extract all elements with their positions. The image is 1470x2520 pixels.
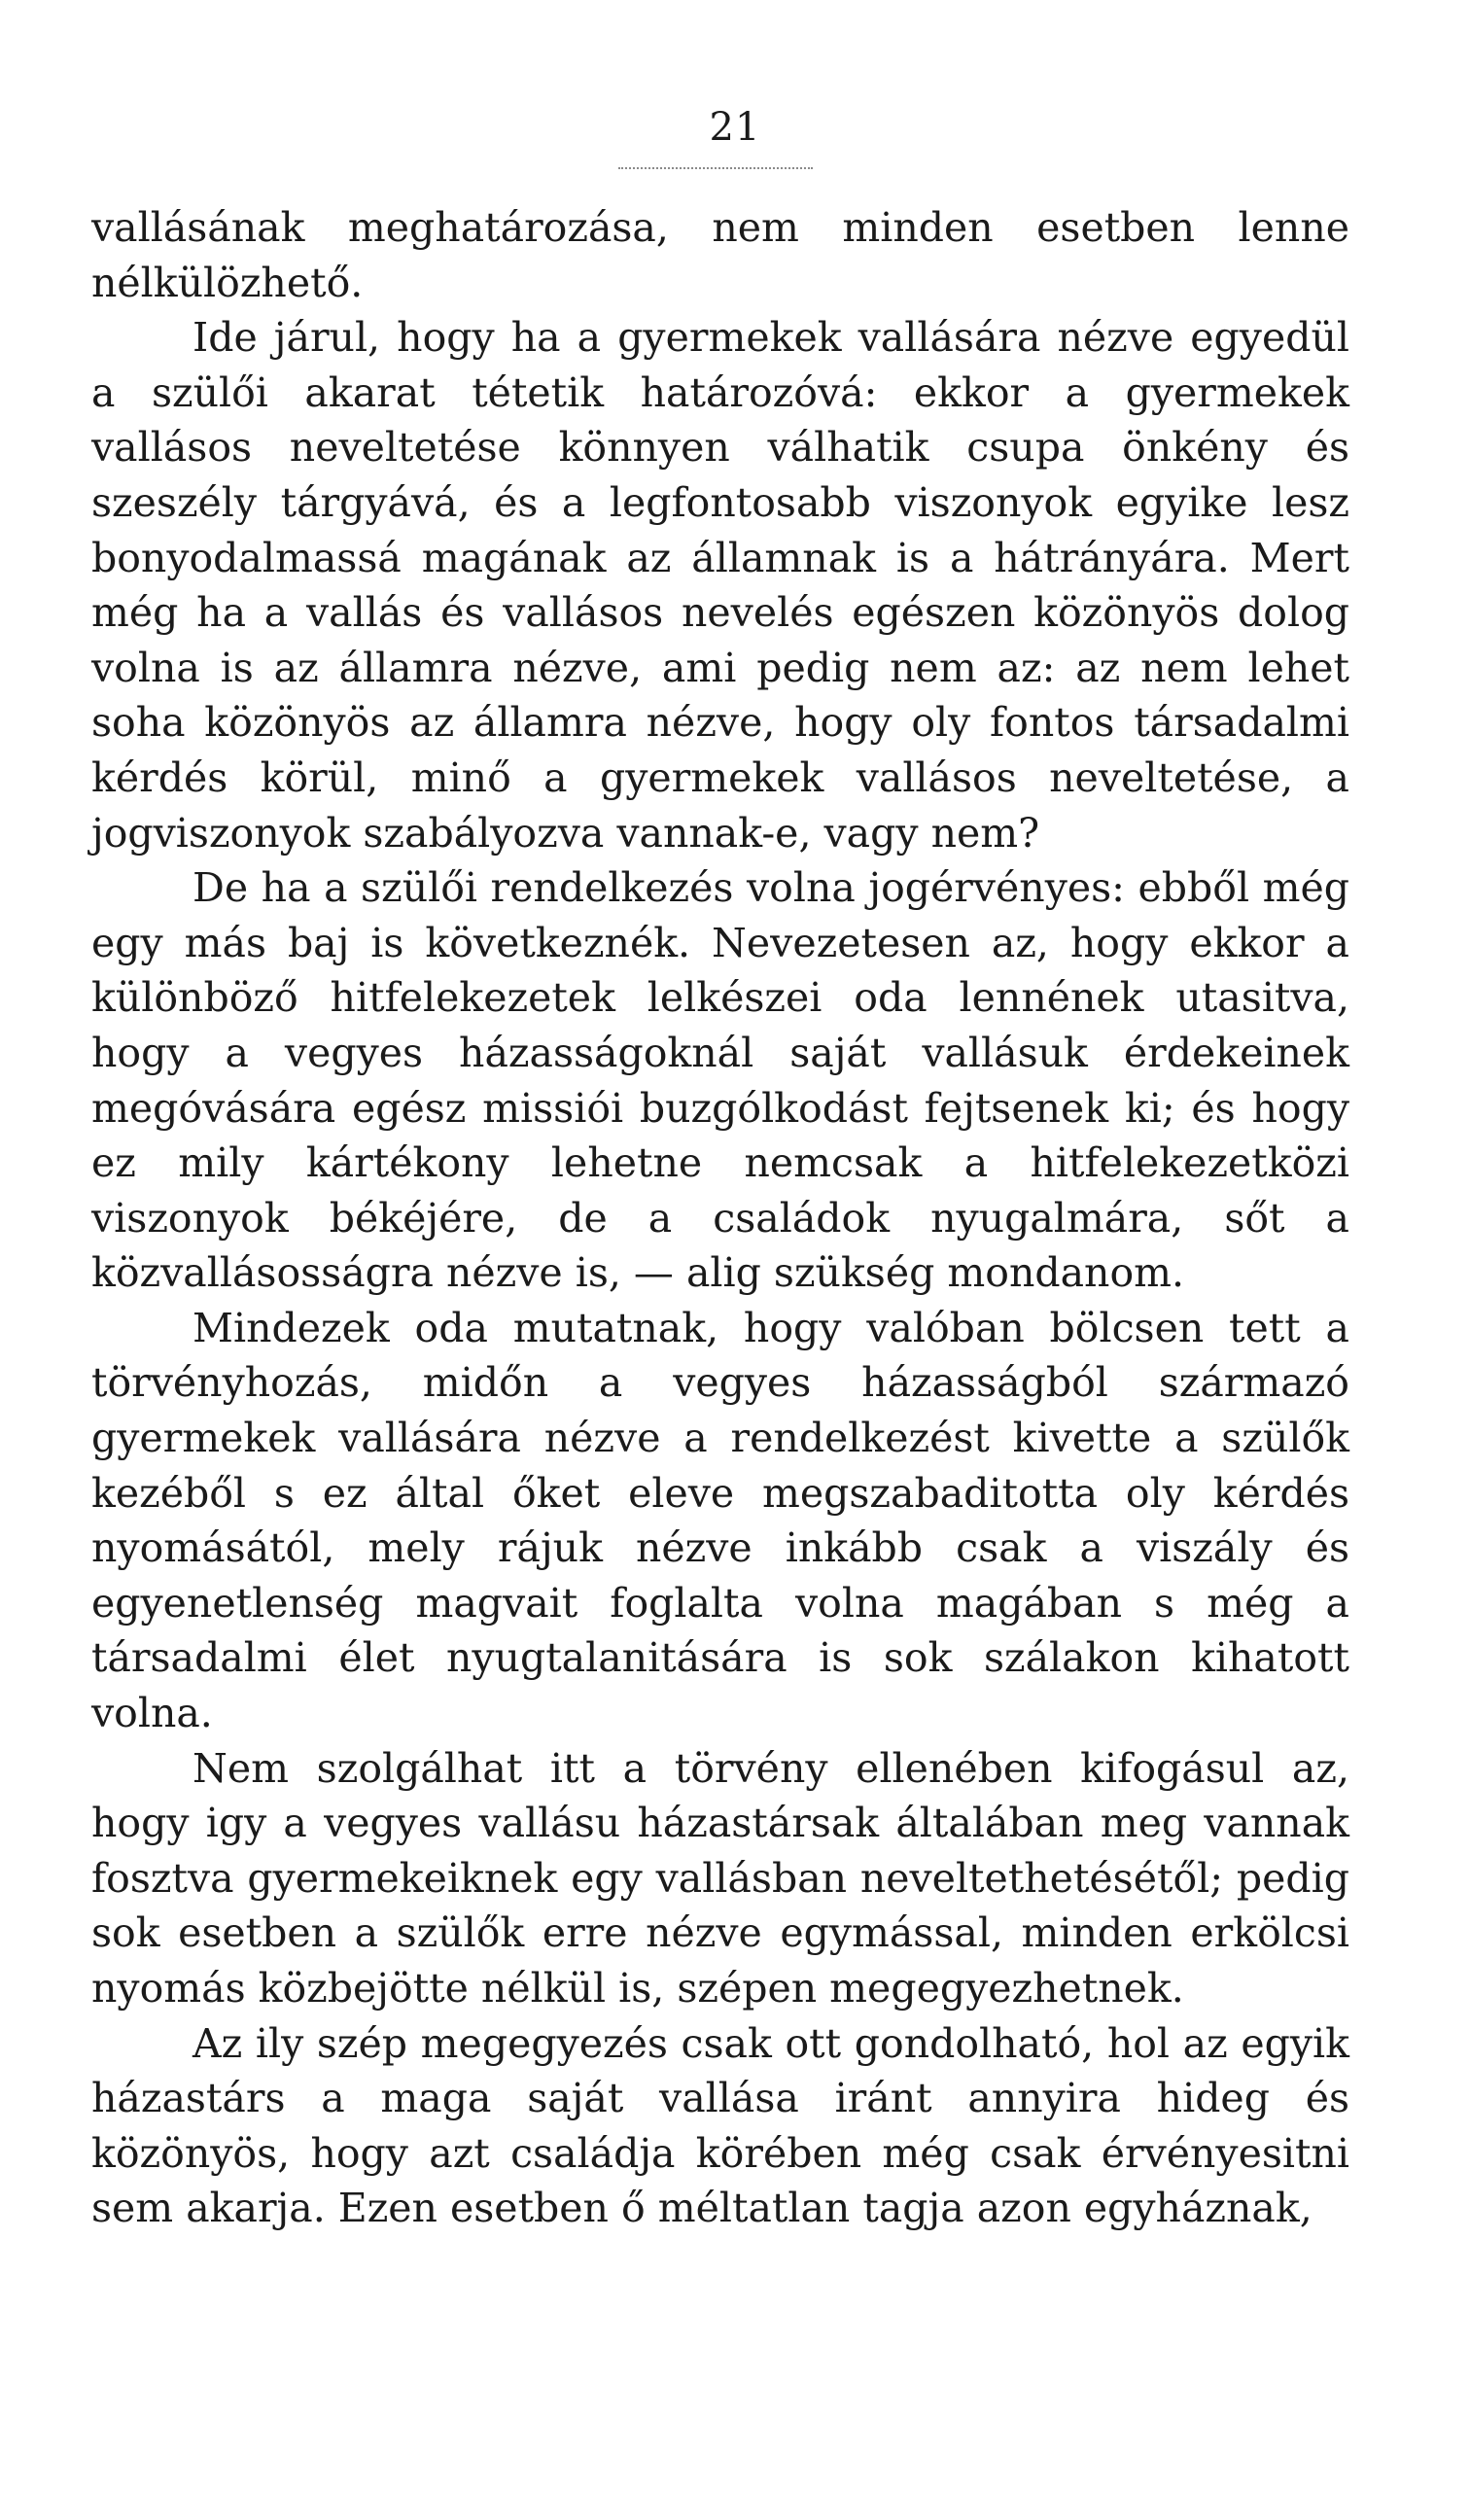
paragraph-3: De ha a szülői rendelkezés volna jogérvényes: ebből még egy más baj is következnék. Nevezetesen az, hogy ekkor a különböző hitfelekezetek lelkészei oda lennének utasitva, hogy a vegyes házasságoknál saját vallásuk érdekeinek megóvására egész missiói buzgólkodást fejtsenek ki; és hogy ez mily kártékony lehetne nemcsak a hitfelekezetközi viszonyok békéjére, de a családok nyugalmára, sőt a közvallásosságra nézve is, — alig szükség mondanom. [91, 864, 1349, 1297]
paragraph-4: Mindezek oda mutatnak, hogy valóban bölcsen tett a törvényhozás, midőn a vegyes házasságból származó gyermekek vallására nézve a rendelkezést kivette a szülők kezéből s ez által őket eleve megszabaditotta oly kérdés nyomásától, mely rájuk nézve inkább csak a viszály és egyenetlenség magvait foglalta volna magában s még a társadalmi élet nyugtalanitására is sok szálakon kihatott volna. [91, 1304, 1349, 1737]
paragraph-6: Az ily szép megegyezés csak ott gondolható, hol az egyik házastárs a maga saját vallása iránt annyira hideg és közönyös, hogy azt családja körében még csak érvényesitni sem akarja. Ezen esetben ő méltatlan tagja azon egyháznak, [91, 2019, 1349, 2232]
paragraph-1: vallásának meghatározása, nem minden esetben lenne nélkülözhető. [91, 204, 1349, 306]
header-rule [618, 167, 813, 169]
paragraph-2: Ide járul, hogy ha a gyermekek vallására nézve egyedül a szülői akarat tétetik határozóvá: ekkor a gyermekek vallásos neveltetése könnyen válhatik csupa önkény és szeszély tárgyává, és a legfontosabb viszonyok egyike lesz bonyodalmassá magának az államnak is a hátrányára. Mert még ha a vallás és vallásos nevelés egészen közönyös dolog volna is az államra nézve, ami pedig nem az: az nem lehet soha közönyös az államra nézve, hogy oly fontos társadalmi kérdés körül, minő a gyermekek vallásos neveltetése, a jogviszonyok szabályozva vannak-e, vagy nem? [91, 314, 1349, 857]
body-text [91, 200, 1349, 2236]
page-number: 21 [709, 105, 761, 150]
paragraph-5: Nem szolgálhat itt a törvény ellenében kifogásul az, hogy igy a vegyes vallásu házastársak általában meg vannak fosztva gyermekeiknek egy vallásban neveltethetésétől; pedig sok esetben a szülők erre nézve egymással, minden erkölcsi nyomás közbejötte nélkül is, szépen megegyezhetnek. [91, 1744, 1349, 2012]
